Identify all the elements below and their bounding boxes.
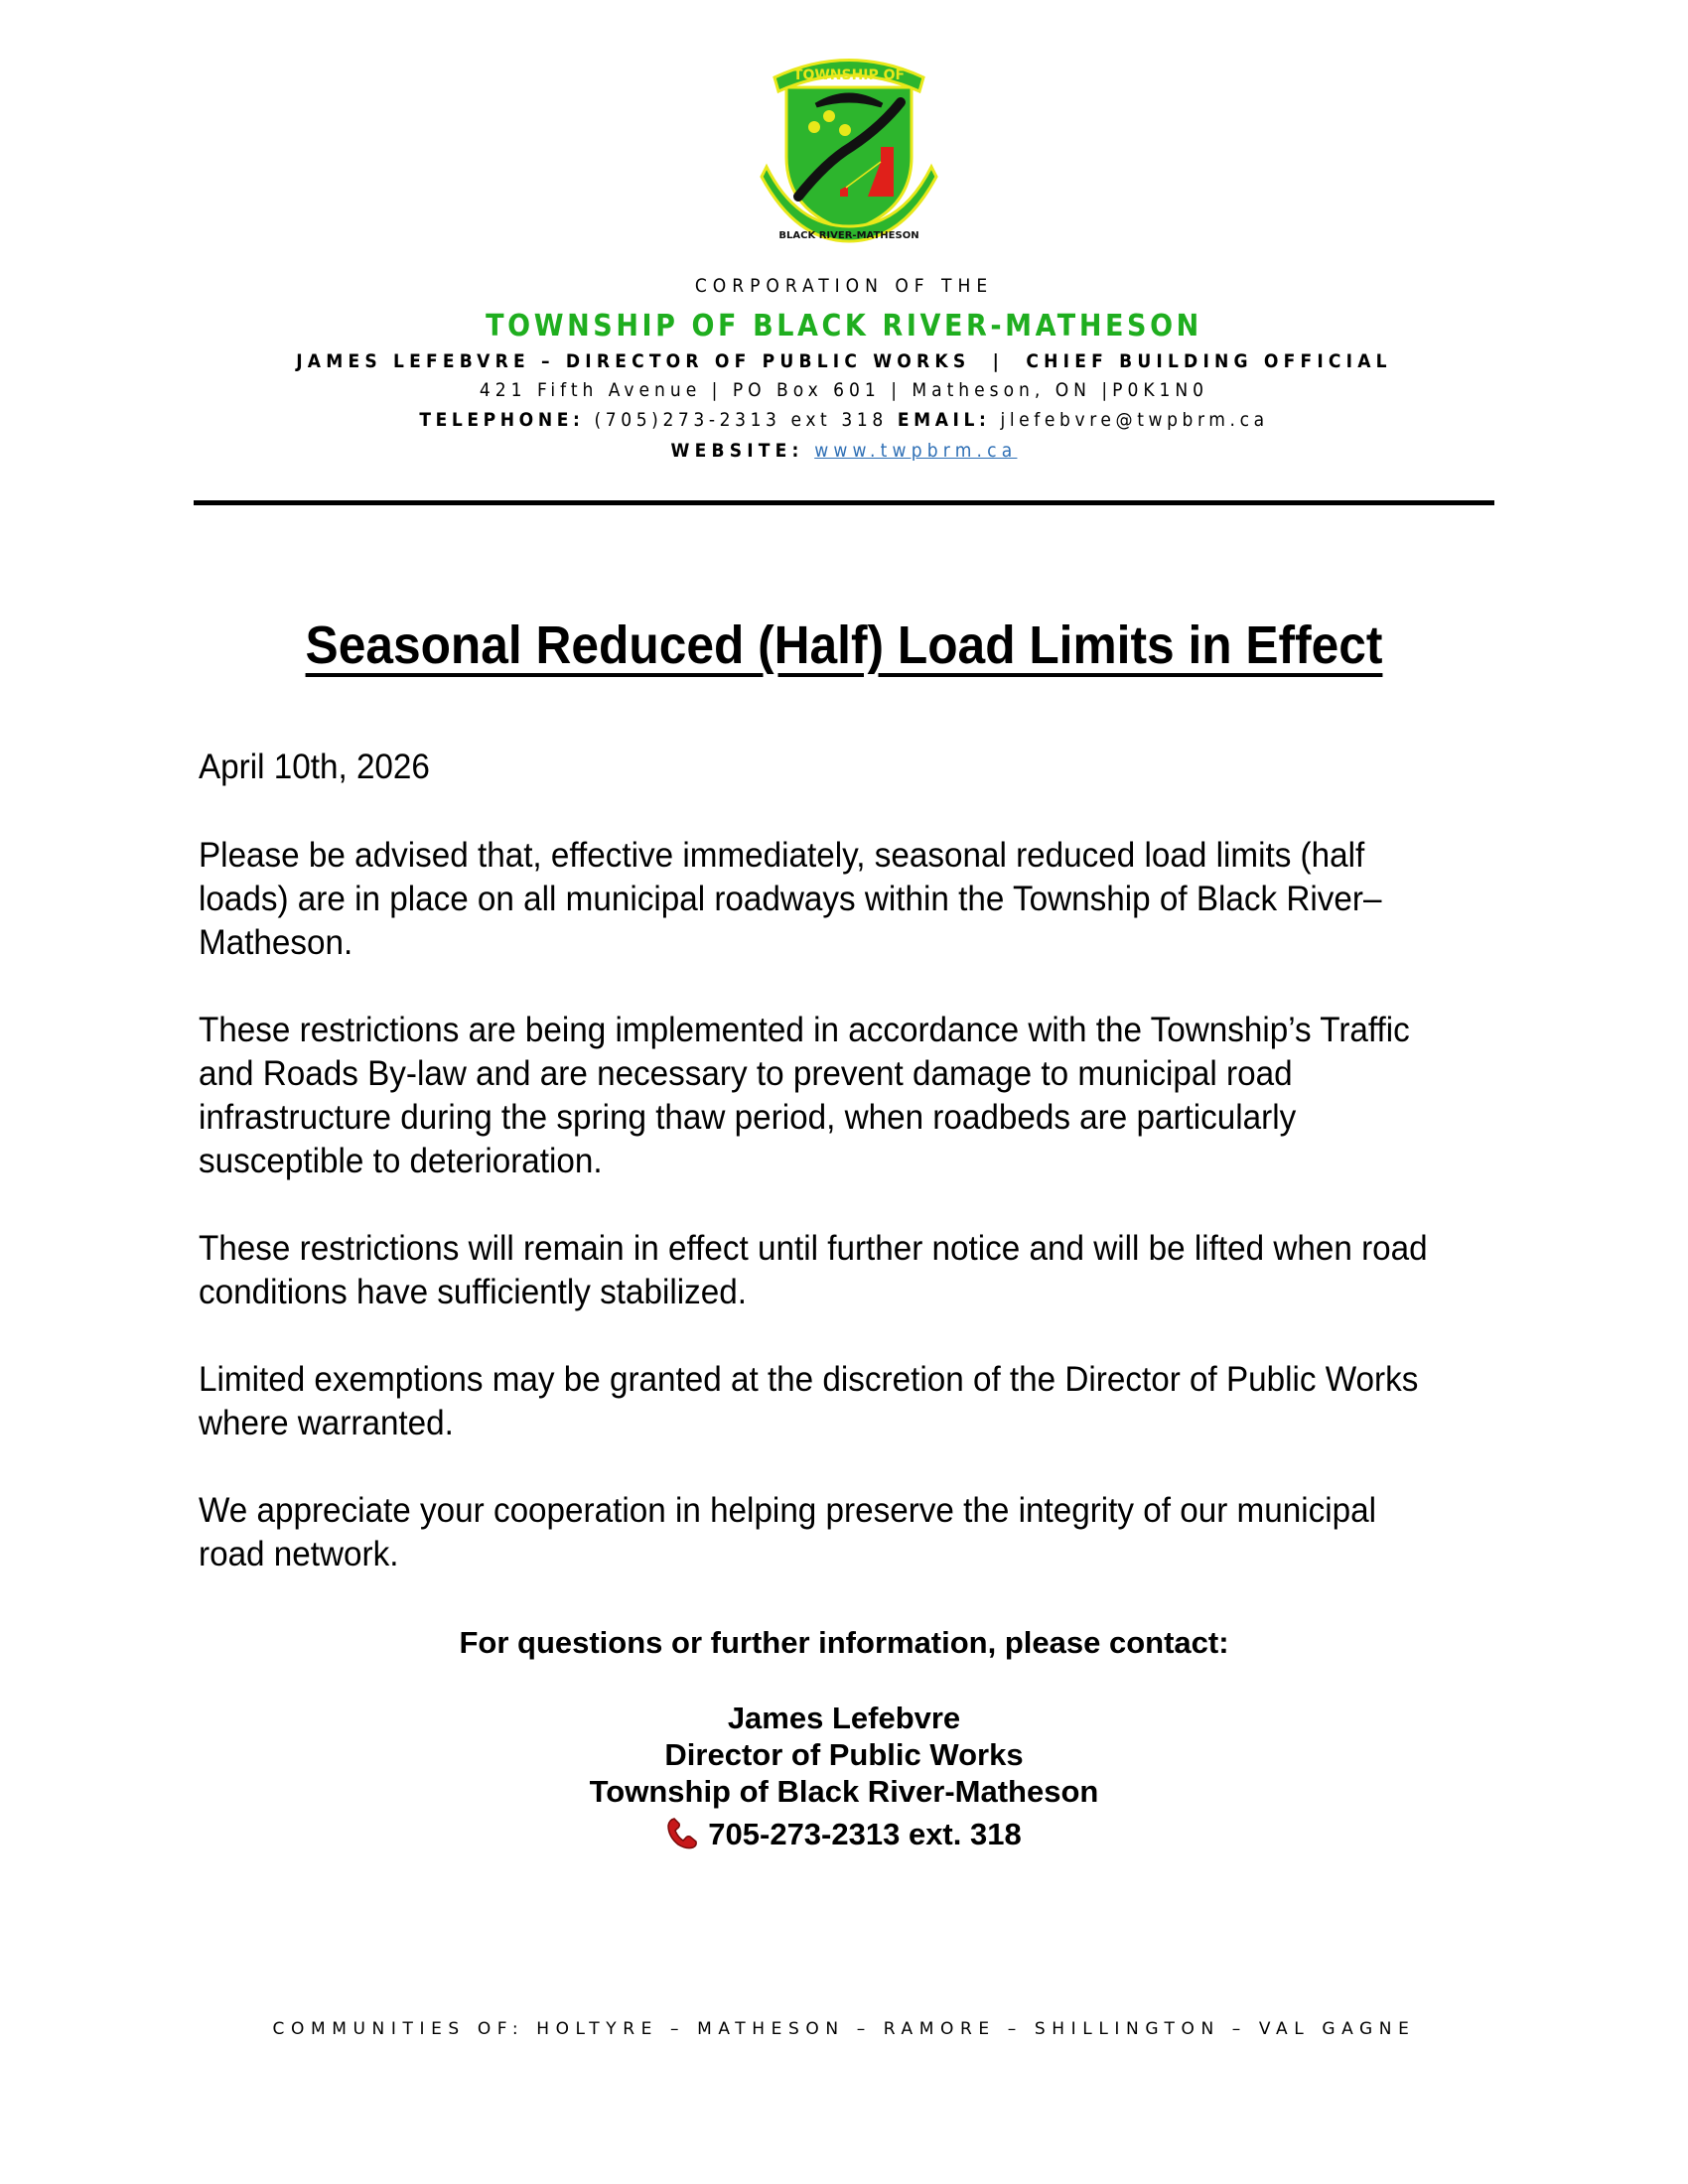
website-label: WEBSITE: xyxy=(670,440,804,462)
email-label: EMAIL: xyxy=(897,409,991,431)
header-divider xyxy=(194,500,1494,505)
notice-title: Seasonal Reduced (Half) Load Limits in Effect xyxy=(305,615,1383,675)
address-line: 421 Fifth Avenue | PO Box 601 | Matheson, ON |P0K1N0 xyxy=(479,379,1209,401)
notice-date: April 10th, 2026 xyxy=(199,748,430,786)
notice-paragraph: These restrictions are being implemented in accordance with the Township’s Traffic and Roads By-law and are necessary to prevent damage to municipal road infrastructure during the spring thaw period, when roadbeds are particularly susceptible to deterioration. xyxy=(199,1011,1410,1180)
telephone-value: (705)273-2313 ext 318 xyxy=(594,409,888,431)
notice-paragraph: Please be advised that, effective immediately, seasonal reduced load limits (half loads) are in place on all municipal roadways within the Township of Black River–Matheson. xyxy=(199,836,1382,962)
crest-top-banner-text: TOWNSHIP OF xyxy=(792,68,906,83)
notice-paragraph: We appreciate your cooperation in helping preserve the integrity of our municipal road network. xyxy=(199,1491,1376,1573)
township-crest-logo xyxy=(757,48,941,246)
crest-wheat-1 xyxy=(808,121,820,133)
website-line xyxy=(0,440,1688,462)
crest-bottom-banner-text: BLACK RIVER-MATHESON xyxy=(778,230,919,241)
township-name: TOWNSHIP OF BLACK RIVER-MATHESON xyxy=(486,309,1202,343)
email-value[interactable]: jlefebvre@twpbrm.ca xyxy=(1000,409,1269,431)
telephone-email-line xyxy=(0,409,1688,431)
crest-wheat-3 xyxy=(839,124,851,136)
notice-paragraph: Limited exemptions may be granted at the discretion of the Director of Public Works where warranted. xyxy=(199,1360,1419,1442)
website-link[interactable]: www.twpbrm.ca xyxy=(814,440,1018,462)
contact-phone-line xyxy=(0,1817,1688,1852)
contact-organization: Township of Black River-Matheson xyxy=(589,1774,1099,1809)
contact-phone[interactable]: 705-273-2313 ext. 318 xyxy=(708,1817,1022,1851)
contact-title: Director of Public Works xyxy=(664,1737,1024,1772)
footer-communities: COMMUNITIES OF: HOLTYRE – MATHESON – RAMORE – SHILLINGTON – VAL GAGNE xyxy=(272,2019,1416,2039)
telephone-label: TELEPHONE: xyxy=(419,409,585,431)
contact-name: James Lefebvre xyxy=(727,1701,961,1735)
officer-line: JAMES LEFEBVRE – DIRECTOR OF PUBLIC WORKS | CHIEF BUILDING OFFICIAL xyxy=(296,350,1392,372)
crest-wheat-2 xyxy=(823,110,835,122)
corporation-label: CORPORATION OF THE xyxy=(694,275,994,297)
notice-paragraph: These restrictions will remain in effect until further notice and will be lifted when road conditions have sufficiently stabilized. xyxy=(199,1229,1428,1311)
phone-icon xyxy=(666,1817,698,1850)
contact-heading: For questions or further information, please contact: xyxy=(459,1625,1229,1660)
